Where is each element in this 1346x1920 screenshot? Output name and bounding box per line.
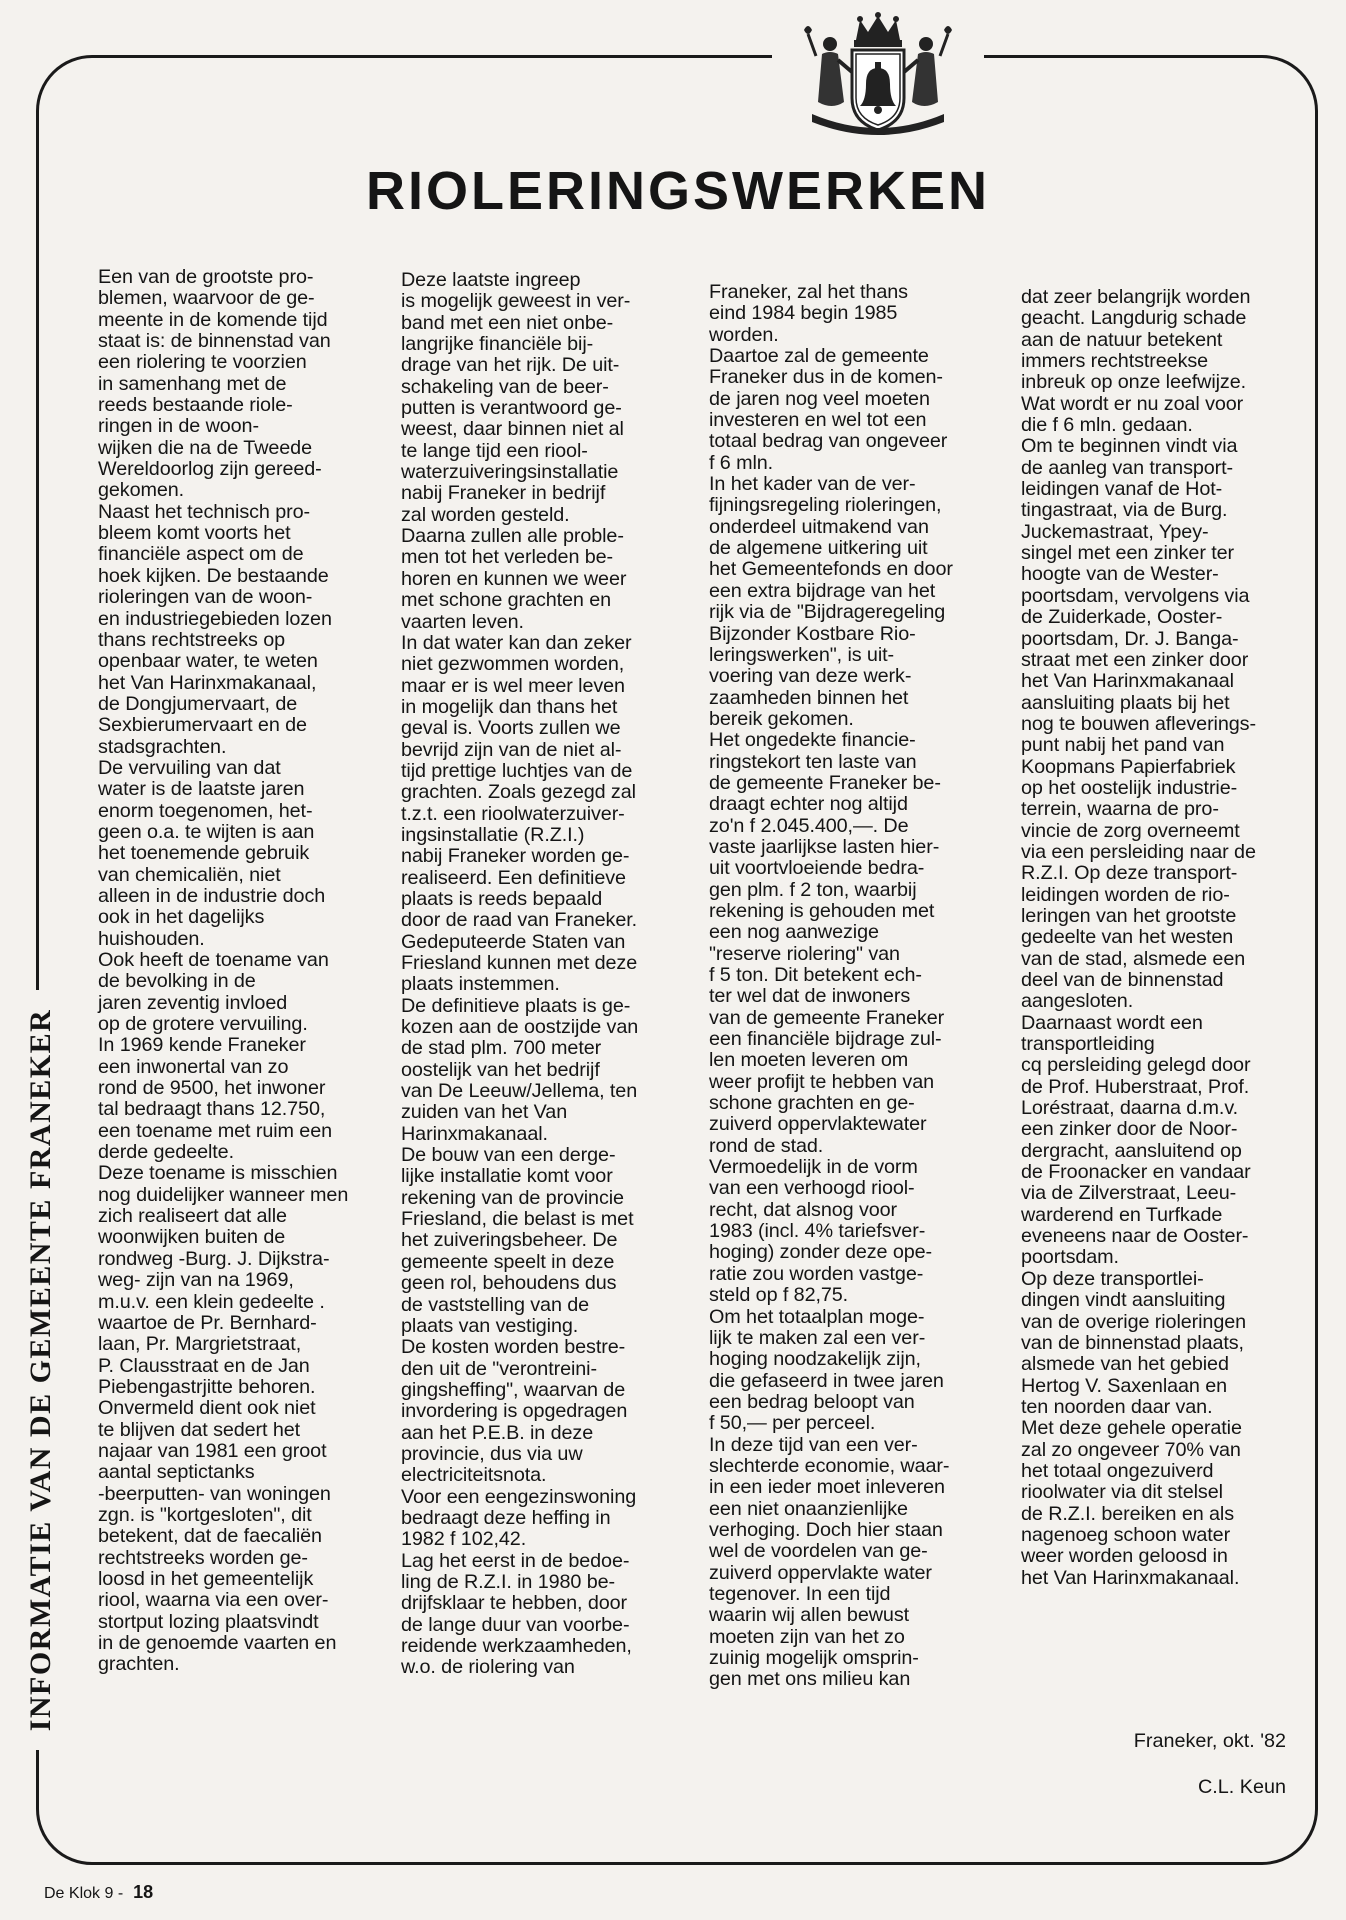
coat-of-arms-bell-icon [782, 10, 974, 142]
article-column-1: Een van de grootste pro- blemen, waarvoor de ge- meente in de komende tijd staat is: de binnenstad van een riolering te voorzien in samenhang met de reeds bestaande riole- ringen in de woon- wijken die na de Tweede Wereldoorlog zijn gereed- gekomen. Naast het technisch pro- bleem komt voorts het financiële aspect om de hoek kijken. De bestaande rioleringen van de woon- en industriegebieden lozen thans rechtstreeks op openbaar water, te weten het Van Harinxmakanaal, de Dongjumervaart, de Sexbierumervaart en de stadsgrachten. De vervuiling van dat water is de laatste jaren enorm toegenomen, het- geen o.a. te wijten is aan het toenemende gebruik van chemicaliën, niet alleen in de industrie doch ook in het dagelijks huishouden. Ook heeft de toename van de bevolking in de jaren zeventig invloed op de grotere vervuiling. In 1969 kende Franeker een inwonertal van zo rond de 9500, het inwoner tal bedraagt thans 12.750, een toename met ruim een derde gedeelte. Deze toename is misschien nog duidelijker wanneer men zich realiseert dat alle woonwijken buiten de rondweg -Burg. J. Dijkstra- weg- zijn van na 1969, m.u.v. een klein gedeelte . waartoe de Pr. Bernhard- laan, Pr. Margrietstraat, P. Clausstraat en de Jan Piebengastrjitte behoren. Onvermeld dient ook niet te blijven dat sedert het najaar van 1981 een groot aantal septictanks -beerputten- van woningen zgn. is "kortgesloten", dit betekent, dat de faecaliën rechtstreeks worden ge- loosd in het gemeentelijk riool, waarna via een over- stortput lozing plaatsvindt in de genoemde vaarten en grachten. [98, 266, 349, 1676]
article-column-3: Franeker, zal het thans eind 1984 begin 1985 worden. Daartoe zal de gemeente Franeker dus in de komen- de jaren nog veel moeten investeren en wel tot een totaal bedrag van ongeveer f 6 mln. In het kader van de ver- fijningsregeling rioleringen, onderdeel uitmakend van de algemene uitkering uit het Gemeentefonds en door een extra bijdrage van het rijk via de "Bijdrageregeling Bijzonder Kostbare Rio- leringswerken", is uit- voering van deze werk- zaamheden binnen het bereik gekomen. Het ongedekte financie- ringstekort ten laste van de gemeente Franeker be- draagt echter nog altijd zo'n f 2.045.400,—. De vaste jaarlijkse lasten hier- uit voortvloeiende bedra- gen plm. f 2 ton, waarbij rekening is gehouden met een nog aanwezige "reserve riolering" van f 5 ton. Dit betekent ech- ter wel dat de inwoners van de gemeente Franeker een financiële bijdrage zul- len moeten leveren om weer profijt te hebben van schone grachten en ge- zuiverd oppervlaktewater rond de stad. Vermoedelijk in de vorm van een verhoogd riool- recht, dat alsnog voor 1983 (incl. 4% tariefsver- hoging) zonder deze ope- ratie zou worden vastge- steld op f 82,75. Om het totaalplan moge- lijk te maken zal een ver- hoging noodzakelijk zijn, die gefaseerd in twee jaren een bedrag beloopt van f 50,— per perceel. In deze tijd van een ver- slechterde economie, waar- in een ieder moet inleveren een niet onaanzienlijke verhoging. Doch hier staan wel de voordelen van ge- zuiverd oppervlakte water tegenover. In een tijd waarin wij allen bewust moeten zijn van het zo zuinig mogelijk omsprin- gen met ons milieu kan [709, 281, 953, 1691]
signature-author: C.L. Keun [1198, 1776, 1286, 1798]
signature-block [1060, 1707, 1286, 1822]
vertical-label-text: INFORMATIE VAN DE GEMEENTE FRANEKER [24, 1008, 57, 1732]
publication-name: De Klok 9 - [44, 1885, 124, 1902]
article-column-2: Deze laatste ingreep is mogelijk geweest in ver- band met een niet onbe- langrijke financiële bij- drage van het rijk. De uit- schakeling van de beer- putten is verantwoord ge- weest, daar binnen niet al te lange tijd een riool- waterzuiveringsinstallatie nabij Franeker in bedrijf zal worden gesteld. Daarna zullen alle proble- men tot het verleden be- horen en kunnen we weer met schone grachten en vaarten leven. In dat water kan dan zeker niet gezwommen worden, maar er is wel meer leven in mogelijk dan thans het geval is. Voorts zullen we bevrijd zijn van de niet al- tijd prettige luchtjes van de grachten. Zoals gezegd zal t.z.t. een rioolwaterzuiver- ingsinstallatie (R.Z.I.) nabij Franeker worden ge- realiseerd. Een definitieve plaats is reeds bepaald door de raad van Franeker. Gedeputeerde Staten van Friesland kunnen met deze plaats instemmen. De definitieve plaats is ge- kozen aan de oostzijde van de stad plm. 700 meter oostelijk van het bedrijf van De Leeuw/Jellema, ten zuiden van het Van Harinxmakanaal. De bouw van een derge- lijke installatie komt voor rekening van de provincie Friesland, die belast is met het zuiveringsbeheer. De gemeente speelt in deze geen rol, behoudens dus de vaststelling van de plaats van vestiging. De kosten worden bestre- den uit de "verontreini- gingsheffing", waarvan de invordering is opgedragen aan het P.E.B. in deze provincie, dus via uw electriciteitsnota. Voor een eengezinswoning bedraagt deze heffing in 1982 f 102,42. Lag het eerst in de bedoe- ling de R.Z.I. in 1980 be- drijfsklaar te hebben, door de lange duur van voorbe- reidende werkzaamheden, w.o. de riolering van [401, 269, 639, 1679]
page-title: RIOLERINGSWERKEN [365, 161, 991, 221]
page-footer [44, 1882, 153, 1903]
article-column-4: dat zeer belangrijk worden geacht. Langdurig schade aan de natuur betekent immers rechtstreekse inbreuk op onze leefwijze. Wat wordt er nu zoal voor die f 6 mln. gedaan. Om te beginnen vindt via de aanleg van transport- leidingen vanaf de Hot- tingastraat, via de Burg. Juckemastraat, Ypey- singel met een zinker ter hoogte van de Wester- poortsdam, vervolgens via de Zuiderkade, Ooster- poortsdam, Dr. J. Banga- straat met een zinker door het Van Harinxmakanaal aansluiting plaats bij het nog te bouwen afleverings- punt nabij het pand van Koopmans Papierfabriek op het oostelijk industrie- terrein, waarna de pro- vincie de zorg overneemt via een persleiding naar de R.Z.I. Op deze transport- leidingen worden de rio- leringen van het grootste gedeelte van het westen van de stad, alsmede een deel van de binnenstad aangesloten. Daarnaast wordt een transportleiding cq persleiding gelegd door de Prof. Huberstraat, Prof. Loréstraat, daarna d.m.v. een zinker door de Noor- dergracht, aansluitend op de Froonacker en vandaar via de Zilverstraat, Leeu- warderend en Turfkade eveneens naar de Ooster- poortsdam. Op deze transportlei- dingen vindt aansluiting van de overige rioleringen van de binnenstad plaats, alsmede van het gebied Hertog V. Saxenlaan en ten noorden daar van. Met deze gehele operatie zal zo ongeveer 70% van het totaal ongezuiverd rioolwater via dit stelsel de R.Z.I. bereiken en als nagenoeg schoon water weer worden geloosd in het Van Harinxmakanaal. [1021, 286, 1256, 1589]
page-number: 18 [133, 1882, 154, 1902]
signature-place-date: Franeker, okt. '82 [1133, 1730, 1286, 1752]
